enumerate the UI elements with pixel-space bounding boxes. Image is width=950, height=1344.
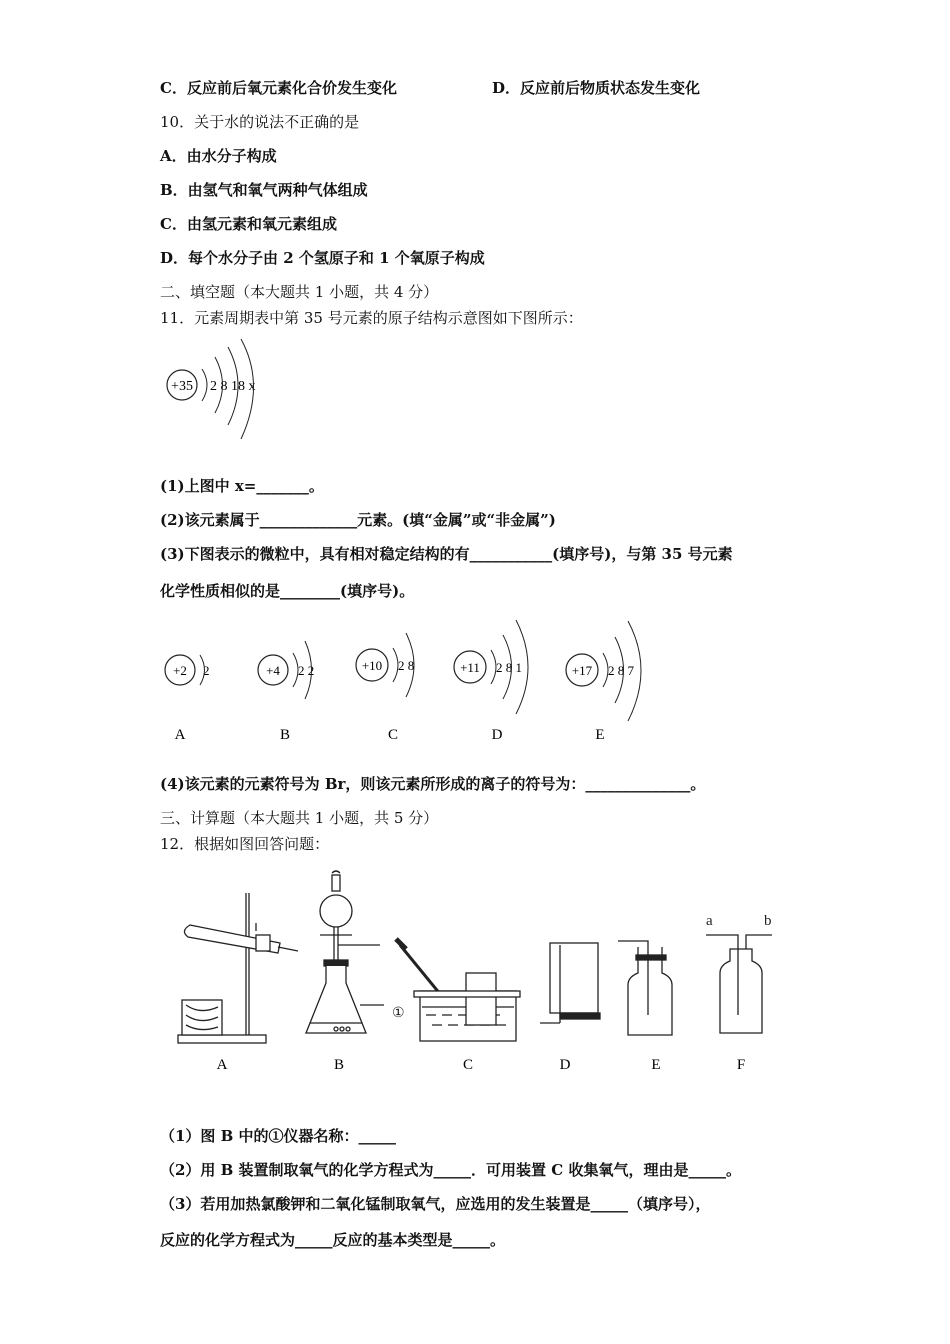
atom35-diagram [160, 335, 280, 445]
apparatus-f-label: F [736, 1057, 746, 1073]
particle-diagrams [160, 615, 680, 750]
q10-option-c: C．由氢元素和氧元素组成 [160, 215, 337, 233]
q11-part4: (4)该元素的元素符号为 Br，则该元素所形成的离子的符号为：______________。 [160, 775, 706, 793]
apparatus-d [540, 943, 600, 1023]
particle-a-label: A [174, 727, 186, 743]
particle-c [356, 633, 414, 743]
particle-b [258, 641, 314, 743]
q12-part2: （2）用 B 装置制取氧气的化学方程式为_____．可用装置 C 收集氧气，理由是_____。 [160, 1161, 741, 1179]
apparatus-c [396, 939, 520, 1041]
particle-c-shells: 2 8 [398, 658, 415, 673]
particle-e-label: E [595, 727, 605, 743]
apparatus-a-label: A [216, 1057, 228, 1073]
q11-part3a: (3)下图表示的微粒中，具有相对稳定结构的有___________(填序号)，与第 35 号元素 [160, 545, 733, 563]
apparatus-f [706, 913, 772, 1033]
section3-title: 三、计算题（本大题共 1 小题，共 5 分） [160, 809, 439, 827]
port-b-label: b [764, 913, 772, 929]
particle-a [165, 655, 210, 743]
lab-apparatus [160, 865, 800, 1080]
q10-option-b: B．由氢气和氧气两种气体组成 [160, 181, 368, 199]
apparatus-b-label: B [333, 1057, 345, 1073]
funnel-marker: ① [392, 1006, 405, 1021]
q11-part3b: 化学性质相似的是________(填序号)。 [160, 582, 415, 600]
apparatus-e-label: E [651, 1057, 661, 1073]
apparatus-d-label: D [559, 1057, 571, 1073]
apparatus-b [306, 871, 405, 1033]
q10-option-a: A．由水分子构成 [160, 147, 277, 165]
particle-e [566, 621, 641, 743]
q10-option-d: D．每个水分子由 2 个氢原子和 1 个氧原子构成 [160, 249, 485, 267]
apparatus-a [178, 893, 298, 1043]
port-a-label: a [706, 913, 713, 929]
particle-a-nucleus: +2 [173, 663, 187, 678]
particle-b-nucleus: +4 [266, 663, 280, 678]
particle-d-label: D [491, 727, 503, 743]
q11-stem: 11．元素周期表中第 35 号元素的原子结构示意图如下图所示： [160, 309, 583, 327]
section2-title: 二、填空题（本大题共 1 小题，共 4 分） [160, 283, 439, 301]
q9-option-d: D．反应前后物质状态发生变化 [492, 79, 701, 97]
particle-b-label: B [279, 727, 291, 743]
apparatus-c-label: C [462, 1057, 474, 1073]
q12-part3a: （3）若用加热氯酸钾和二氧化锰制取氧气，应选用的发生装置是_____（填序号）， [160, 1195, 711, 1213]
particle-e-shells: 2 8 7 [608, 663, 634, 678]
particle-d [454, 620, 528, 743]
particle-e-nucleus: +17 [571, 663, 593, 678]
q12-part1: （1）图 B 中的①仪器名称：_____ [160, 1127, 397, 1145]
q12-part3b: 反应的化学方程式为_____反应的基本类型是_____。 [160, 1231, 506, 1249]
atom35-nucleus: +35 [171, 379, 193, 394]
particle-a-shells: 2 [203, 663, 210, 678]
particle-d-shells: 2 8 1 [496, 660, 522, 675]
atom35-shells: 2 8 18 x [210, 379, 256, 394]
apparatus-e [618, 941, 672, 1035]
particle-d-nucleus: +11 [460, 660, 480, 675]
q12-stem: 12．根据如图回答问题： [160, 835, 330, 853]
particle-c-label: C [387, 727, 399, 743]
particle-b-shells: 2 2 [298, 663, 315, 678]
q9-option-c: C．反应前后氧元素化合价发生变化 [160, 79, 397, 97]
q11-part2: (2)该元素属于_____________元素。(填“金属”或“非金属”) [160, 511, 556, 529]
q10-stem: 10．关于水的说法不正确的是 [160, 113, 360, 131]
particle-c-nucleus: +10 [361, 658, 383, 673]
q11-part1: (1)上图中 x=_______。 [160, 477, 324, 495]
